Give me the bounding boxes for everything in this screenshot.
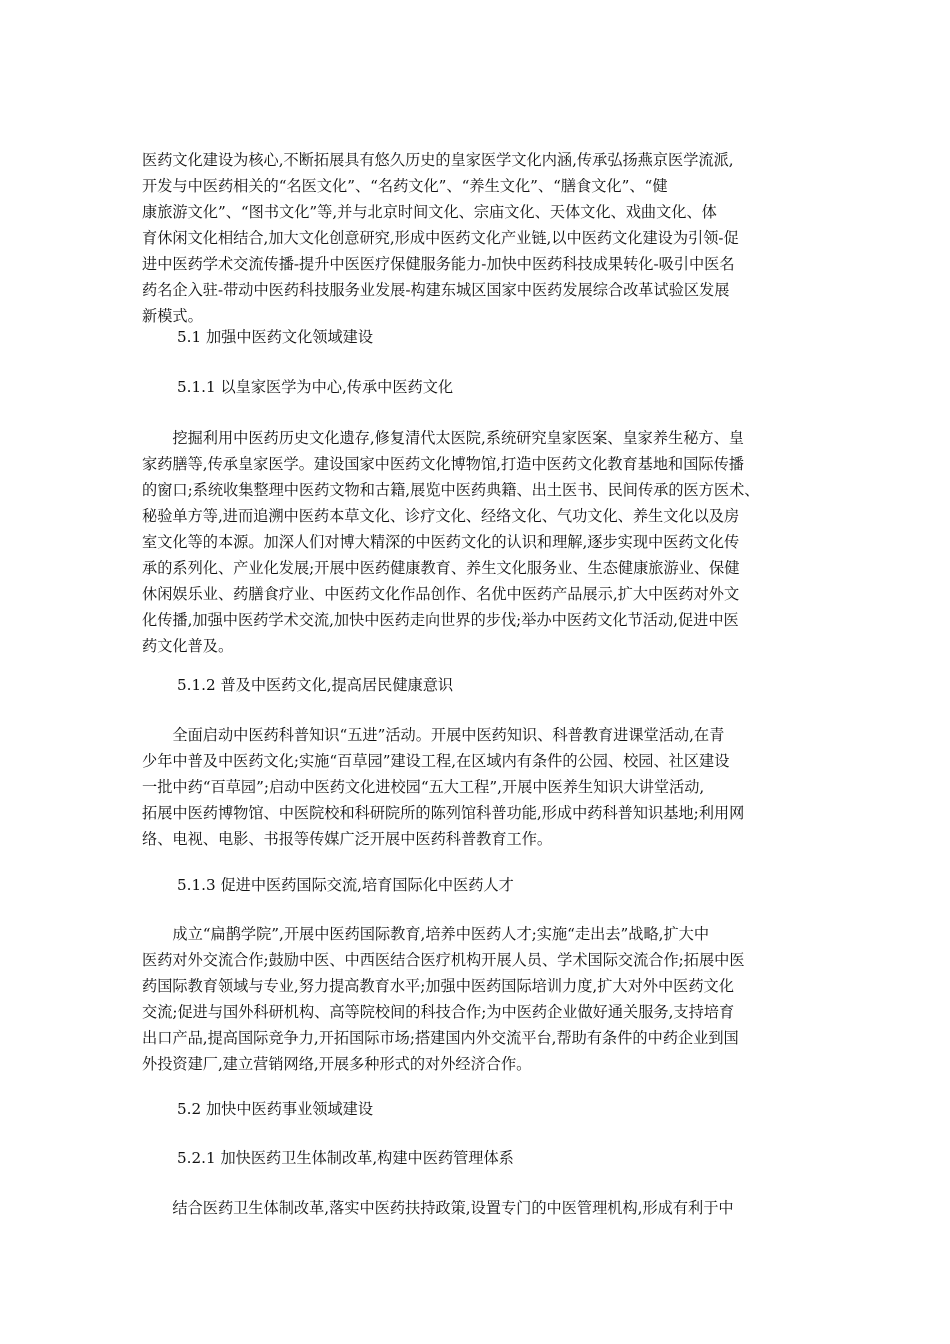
paragraph-line: 育休闲文化相结合,加大文化创意研究,形成中医药文化产业链,以中医药文化建设为引领-促 <box>142 229 739 247</box>
paragraph-5-1-3 <box>142 921 812 1077</box>
paragraph-line: 医药对外交流合作;鼓励中医、中西医结合医疗机构开展人员、学术国际交流合作;拓展中医 <box>142 951 745 969</box>
section-heading-5-1-1: 5.1.1 以皇家医学为中心,传承中医药文化 <box>177 378 454 396</box>
paragraph-line: 药名企入驻-带动中医药科技服务业发展-构建东城区国家中医药发展综合改革试验区发展 <box>142 281 730 299</box>
paragraph-line: 康旅游文化”、“图书文化”等,并与北京时间文化、宗庙文化、天体文化、戏曲文化、体 <box>142 203 717 221</box>
paragraph-line: 拓展中医药博物馆、中医院校和科研院所的陈列馆科普功能,形成中药科普知识基地;利用网 <box>142 804 745 822</box>
paragraph-line: 一批中药“百草园”;启动中医药文化进校园“五大工程”,开展中医养生知识大讲堂活动, <box>142 778 705 796</box>
paragraph-line: 休闲娱乐业、药膳食疗业、中医药文化作品创作、名优中医药产品展示,扩大中医药对外文 <box>142 585 740 603</box>
paragraph-line: 室文化等的本源。加深人们对博大精深的中医药文化的认识和理解,逐步实现中医药文化传 <box>142 533 740 551</box>
paragraph-line: 络、电视、电影、书报等传媒广泛开展中医药科普教育工作。 <box>142 830 553 848</box>
paragraph-5-1-1 <box>142 425 812 659</box>
intro-paragraph <box>142 147 812 329</box>
section-heading-5-2: 5.2 加快中医药事业领域建设 <box>177 1100 374 1118</box>
paragraph-line: 全面启动中医药科普知识“五进”活动。开展中医药知识、科普教育进课堂活动,在青 <box>142 726 725 744</box>
paragraph-line: 开发与中医药相关的“名医文化”、“名药文化”、“养生文化”、“膳食文化”、“健 <box>142 177 668 195</box>
paragraph-line: 药国际教育领域与专业,努力提高教育水平;加强中医药国际培训力度,扩大对外中医药文化 <box>142 977 734 995</box>
paragraph-line: 进中医药学术交流传播-提升中医医疗保健服务能力-加快中医药科技成果转化-吸引中医名 <box>142 255 735 273</box>
section-heading-5-1-2: 5.1.2 普及中医药文化,提高居民健康意识 <box>177 676 454 694</box>
paragraph-5-2-1 <box>142 1195 812 1221</box>
paragraph-line: 承的系列化、产业化发展;开展中医药健康教育、养生文化服务业、生态健康旅游业、保健 <box>142 559 740 577</box>
paragraph-line: 外投资建厂,建立营销网络,开展多种形式的对外经济合作。 <box>142 1055 532 1073</box>
paragraph-line: 交流;促进与国外科研机构、高等院校间的科技合作;为中医药企业做好通关服务,支持培育 <box>142 1003 735 1021</box>
paragraph-line: 秘验单方等,进而追溯中医药本草文化、诊疗文化、经络文化、气功文化、养生文化以及房 <box>142 507 740 525</box>
section-heading-5-1: 5.1 加强中医药文化领域建设 <box>177 328 374 346</box>
paragraph-line: 化传播,加强中医药学术交流,加快中医药走向世界的步伐;举办中医药文化节活动,促进中医 <box>142 611 739 629</box>
section-heading-5-1-3: 5.1.3 促进中医药国际交流,培育国际化中医药人才 <box>177 876 514 894</box>
paragraph-line: 结合医药卫生体制改革,落实中医药扶持政策,设置专门的中医管理机构,形成有利于中 <box>142 1199 734 1217</box>
paragraph-line: 成立“扁鹊学院”,开展中医药国际教育,培养中医药人才;实施“走出去”战略,扩大中 <box>142 925 710 943</box>
paragraph-line: 挖掘利用中医药历史文化遗存,修复清代太医院,系统研究皇家医案、皇家养生秘方、皇 <box>142 429 744 447</box>
paragraph-line: 新模式。 <box>142 307 203 325</box>
paragraph-line: 家药膳等,传承皇家医学。建设国家中医药文化博物馆,打造中医药文化教育基地和国际传播 <box>142 455 744 473</box>
paragraph-line: 的窗口;系统收集整理中医药文物和古籍,展览中医药典籍、出土医书、民间传承的医方医术、 <box>142 481 760 499</box>
paragraph-line: 出口产品,提高国际竞争力,开拓国际市场;搭建国内外交流平台,帮助有条件的中药企业到国 <box>142 1029 739 1047</box>
section-heading-5-2-1: 5.2.1 加快医药卫生体制改革,构建中医药管理体系 <box>177 1149 514 1167</box>
paragraph-5-1-2 <box>142 722 812 852</box>
paragraph-line: 少年中普及中医药文化;实施“百草园”建设工程,在区域内有条件的公园、校园、社区建设 <box>142 752 730 770</box>
paragraph-line: 药文化普及。 <box>142 637 234 655</box>
paragraph-line: 医药文化建设为核心,不断拓展具有悠久历史的皇家医学文化内涵,传承弘扬燕京医学流派, <box>142 151 734 169</box>
